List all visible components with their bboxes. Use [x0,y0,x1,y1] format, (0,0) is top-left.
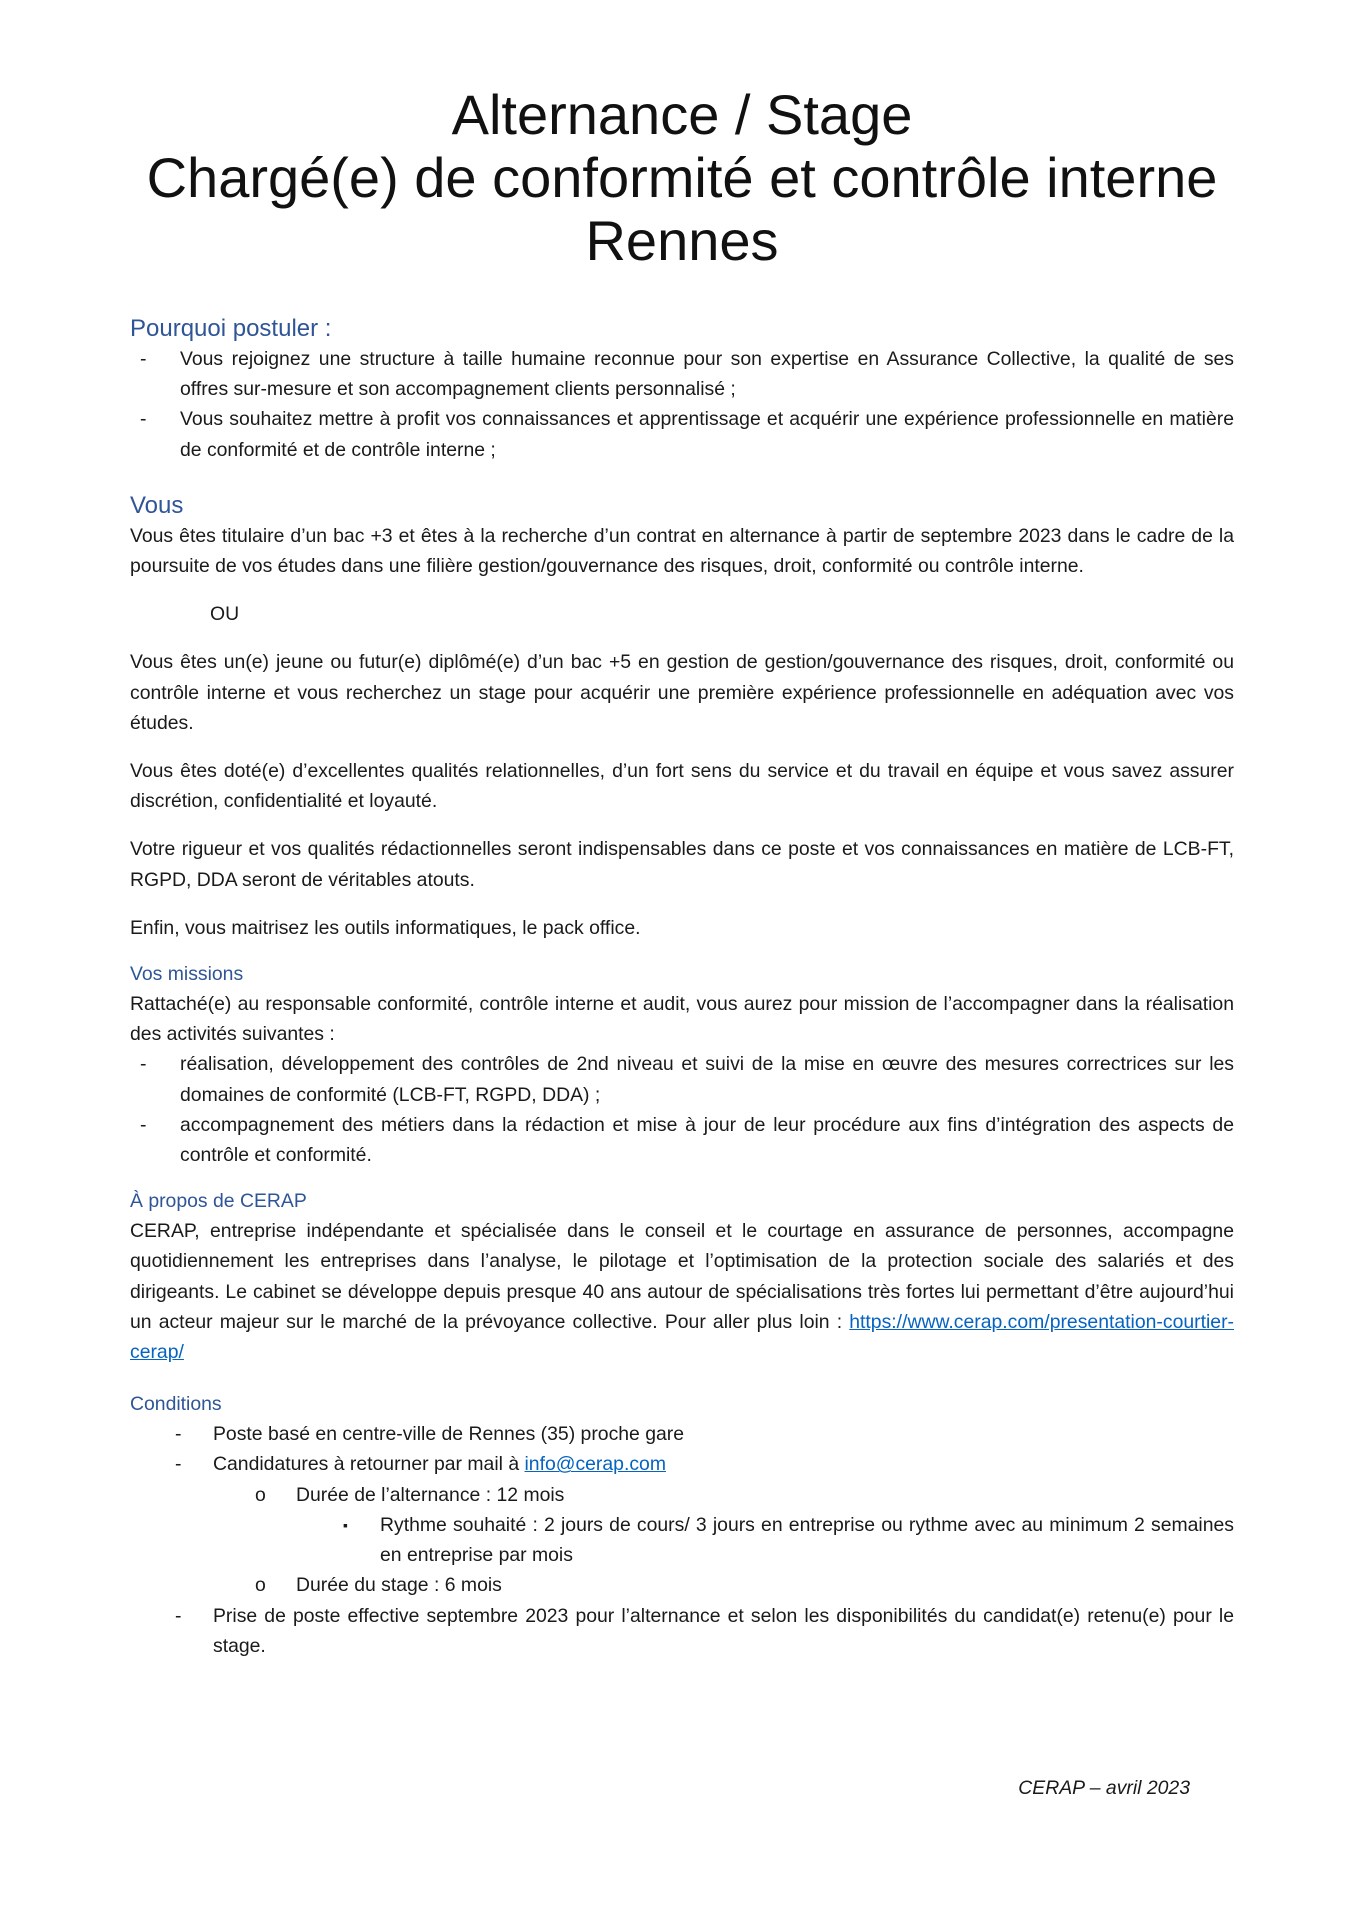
list-item [130,1449,1234,1479]
conditions-list [130,1419,1234,1479]
profile-paragraph: Enfin, vous maitrisez les outils informatiques, le pack office. [130,916,641,939]
profile-heading: Vous [130,491,184,519]
title-line-1: Alternance / Stage [451,83,913,146]
internship-duration: Durée du stage : 6 mois [296,1574,502,1597]
why-apply-list [130,344,1234,465]
title-line-2: Chargé(e) de conformité et contrôle interne [146,146,1218,209]
application-text: Candidatures à retourner par mail à [213,1453,525,1476]
profile-paragraph: Votre rigueur et vos qualités rédactionnelles seront indispensables dans ce poste et vos connaissances en matière de LCB-FT, RGPD, DDA seront de véritables atouts. [130,838,1234,891]
square-bullet-icon: ▪ [343,1516,348,1533]
circle-bullet-icon: o [255,1574,266,1597]
email-link[interactable]: info@cerap.com [524,1453,666,1476]
missions-list [130,1049,1234,1170]
list-item: - Vous souhaitez mettre à profit vos connaissances et apprentissage et acquérir une expérience professionnelle en matière de conformité et de contrôle interne ; [130,404,1234,464]
why-apply-heading: Pourquoi postuler : [130,315,332,342]
about-link[interactable]: https://www.cerap.com/presentation-courtier-cerap/ [130,1310,1234,1364]
profile-paragraph: Vous êtes titulaire d’un bac +3 et êtes à la recherche d’un contrat en alternance à partir de septembre 2023 dans le cadre de la poursuite de vos études dans une filière gestion/gouvernance des risques, droit, conformité ou contrôle interne. [130,524,1234,578]
about-section [130,1186,1234,1367]
sub-list-item [130,1570,1234,1600]
rhythm-text: Rythme souhaité : 2 jours de cours/ 3 jours en entreprise ou rythme avec au minimum 2 semaines en entreprise par mois [380,1513,1234,1567]
about-text-body: CERAP, entreprise indépendante et spécialisée dans le conseil et le courtage en assurance de personnes, accompagne quotidiennement les entreprises dans l’analyse, le pilotage et l’optimisation de la protection sociale des salariés et des dirigeants. Le cabinet se développe depuis presque 40 ans autour de spécialisations très fortes lui permettant d’être aujourd’hui un acteur majeur sur le marché de la prévoyance collective. Pour aller plus loin : [130,1220,1234,1333]
missions-section [130,959,1234,1170]
sub-sub-list-item [130,1510,1234,1570]
conditions-section [130,1389,1234,1661]
why-apply-section [130,314,1234,465]
about-heading: À propos de CERAP [130,1190,307,1213]
about-text [130,1216,1234,1367]
list-item: - Poste basé en centre-ville de Rennes (35) proche gare [130,1419,1234,1449]
apprenticeship-duration: Durée de l’alternance : 12 mois [296,1483,565,1506]
missions-intro: Rattaché(e) au responsable conformité, contrôle interne et audit, vous aurez pour mission de l’accompagner dans la réalisation des activités suivantes : [130,993,1234,1046]
list-item: - accompagnement des métiers dans la rédaction et mise à jour de leur procédure aux fins d’intégration des aspects de contrôle et conformité. [130,1110,1234,1170]
list-item: - réalisation, développement des contrôles de 2nd niveau et suivi de la mise en œuvre des mesures correctrices sur les domaines de conformité (LCB-FT, RGPD, DDA) ; [130,1049,1234,1109]
title-line-3: Rennes [585,209,779,272]
list-item: - Prise de poste effective septembre 2023 pour l’alternance et selon les disponibilités du candidat(e) retenu(e) pour le stage. [130,1601,1234,1661]
or-separator: OU [210,603,240,626]
conditions-list-end [130,1601,1234,1661]
circle-bullet-icon: o [255,1483,266,1506]
footer-signature: CERAP – avril 2023 [1018,1777,1190,1799]
profile-paragraph: Vous êtes doté(e) d’excellentes qualités relationnelles, d’un fort sens du service et du travail en équipe et vous savez assurer discrétion, confidentialité et loyauté. [130,760,1234,813]
profile-paragraph: Vous êtes un(e) jeune ou futur(e) diplômé(e) d’un bac +5 en gestion de gestion/gouvernance des risques, droit, conformité ou contrôle interne et vous recherchez un stage pour acquérir une première expérience professionnelle en adéquation avec vos études. [130,651,1234,734]
profile-section [130,491,1234,943]
list-item: - Vous rejoignez une structure à taille humaine reconnue pour son expertise en Assurance Collective, la qualité de ses offres sur-mesure et son accompagnement clients personnalisé ; [130,344,1234,404]
page-title [130,83,1234,272]
sub-list-item [130,1480,1234,1510]
missions-heading: Vos missions [130,963,244,986]
conditions-heading: Conditions [130,1393,222,1416]
